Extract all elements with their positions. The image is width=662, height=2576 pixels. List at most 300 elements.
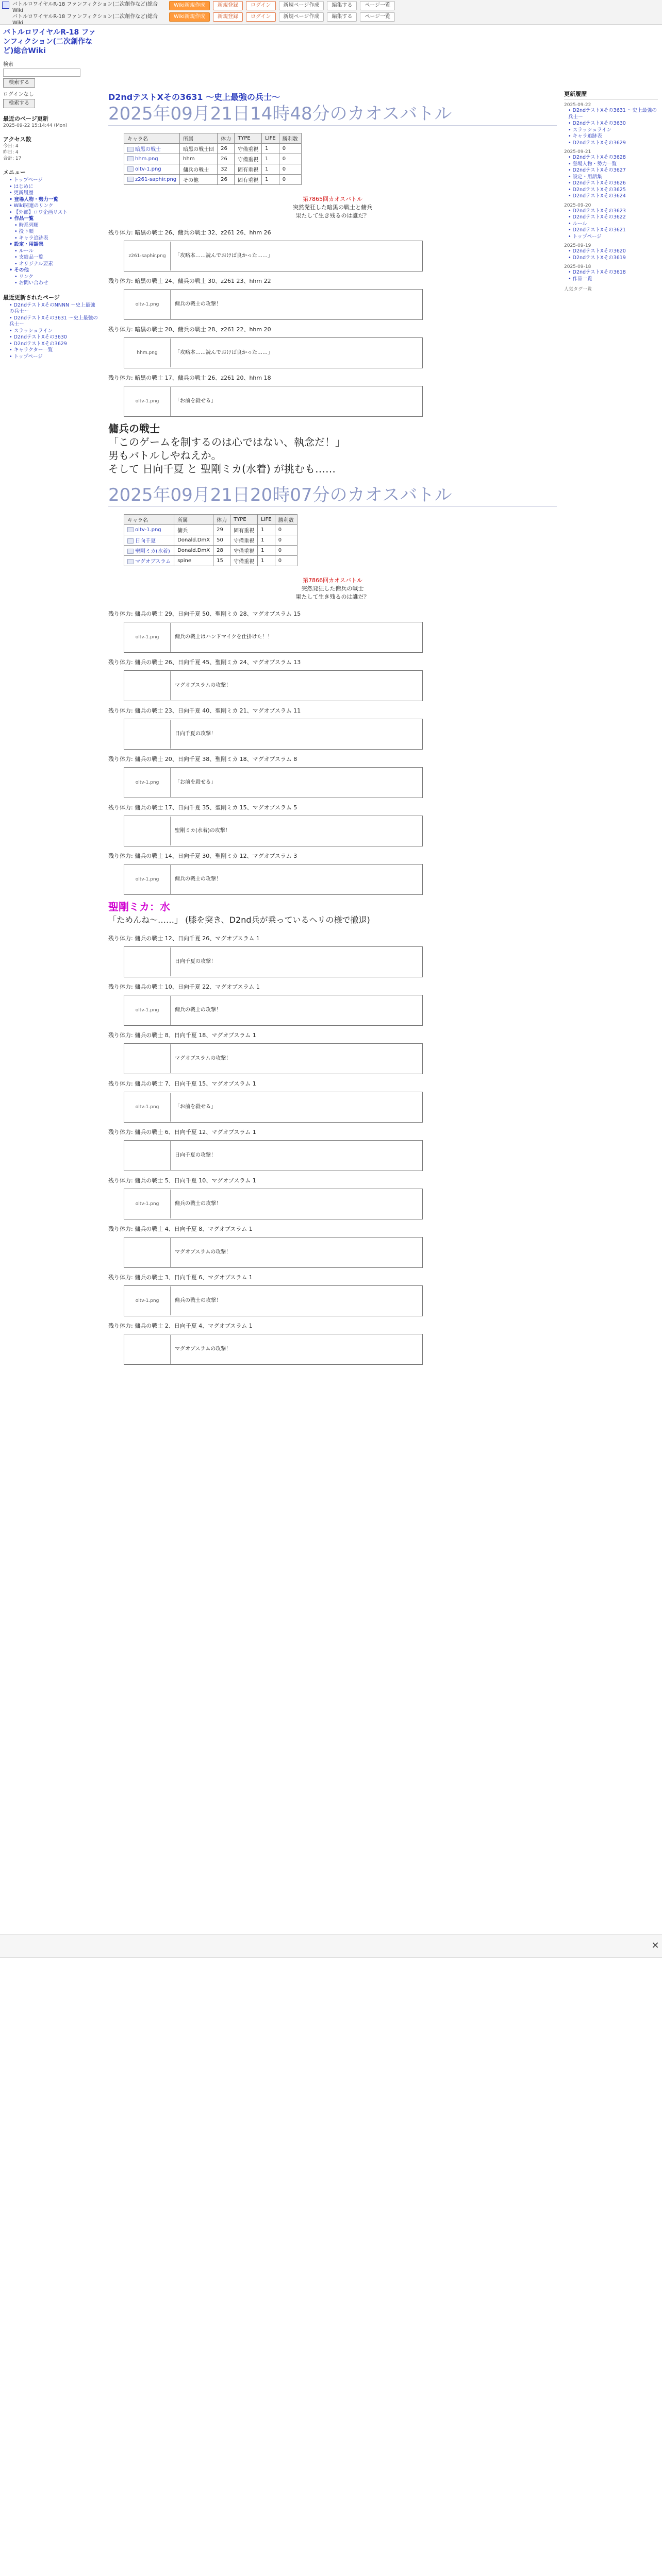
edit-button[interactable]: 編集する — [327, 1, 357, 10]
turn-status-line: 残り体力: 傭兵の戦士 23、日向千夏 40、聖剛ミカ 21、マグオブスラム 11 — [108, 707, 301, 714]
roster-row — [124, 525, 297, 535]
roster-value: 固有重視 — [234, 528, 255, 534]
roster-cell — [275, 556, 297, 566]
menu-item-label[interactable]: • 作品一覧 — [9, 216, 34, 222]
turn-status-line: 残り体力: 傭兵の戦士 6、日向千夏 12、マグオブスラム 1 — [108, 1129, 256, 1136]
character-name-link[interactable]: マグオブスラム — [135, 559, 171, 565]
roster-value: 守備重視 — [234, 549, 255, 554]
history-item[interactable] — [568, 248, 658, 255]
menu-item[interactable] — [9, 203, 100, 210]
character-name-link[interactable]: 暗黒の戦士 — [135, 147, 161, 152]
roster-cell — [124, 144, 180, 154]
login-button-2[interactable]: ログイン — [246, 12, 276, 22]
menu-item-label[interactable]: • 支給品一覧 — [14, 255, 43, 260]
roster-value: 0 — [278, 548, 282, 553]
wiki-desc-line-2[interactable]: バトルロワイヤルR-18 ファンフィクション(二次創作など)総合Wiki — [12, 14, 158, 26]
history-item[interactable] — [568, 269, 658, 276]
roster-value: spine — [177, 558, 192, 564]
roster-cell — [258, 546, 275, 556]
turn-status-line: 残り体力: 傭兵の戦士 17、日向千夏 35、聖剛ミカ 15、マグオブスラム 5 — [108, 804, 297, 811]
menu-heading: メニュー — [3, 169, 26, 176]
tag-list-link[interactable]: 人気タグ一覧 — [564, 287, 592, 292]
history-item[interactable] — [568, 193, 658, 200]
menu-item[interactable] — [9, 280, 100, 287]
history-item-link[interactable]: • D2ndテストXその3621 — [568, 227, 626, 233]
turn-status-line: 残り体力: 傭兵の戦士 2、日向千夏 4、マグオブスラム 1 — [108, 1323, 253, 1329]
menu-item[interactable] — [9, 190, 100, 197]
history-item-link[interactable]: • D2ndテストXその3625 — [568, 187, 626, 193]
menu-item[interactable] — [9, 216, 100, 223]
roster-value: Donald.DmX — [177, 537, 210, 543]
roster-value: 1 — [261, 537, 264, 543]
last-updated-text: 2025-09-22 15:14:44 (Mon) — [3, 123, 68, 128]
history-list — [564, 155, 658, 200]
dialog-text: マグオブスラムの攻撃！ — [175, 1056, 231, 1061]
turn-status-line: 残り体力: 傭兵の戦士 10、日向千夏 22、マグオブスラム 1 — [108, 984, 260, 990]
roster-header-cell: 所属 — [174, 515, 213, 525]
menu-item[interactable] — [9, 235, 100, 242]
create-wiki-button[interactable]: Wiki新規作成 — [169, 1, 210, 10]
history-item[interactable] — [568, 227, 658, 234]
roster-cell — [213, 525, 230, 535]
main-content — [108, 88, 557, 1370]
history-item-link[interactable]: • D2ndテストXその3631 ～史上最強の兵士～ — [568, 108, 657, 120]
turn-status-line: 残り体力: 傭兵の戦士 12、日向千夏 26、マグオブスラム 1 — [108, 935, 260, 942]
roster-value: 固有重視 — [238, 167, 259, 173]
dialog-text: 「お前を殺せる」 — [175, 1104, 216, 1110]
roster-header-cell: 体力 — [218, 133, 235, 144]
roster-value: 守備重視 — [238, 147, 259, 152]
login-button[interactable]: ログイン — [246, 1, 276, 10]
access-total: 合計: 17 — [3, 156, 22, 161]
dialog-box — [124, 864, 423, 895]
roster-value: 1 — [265, 156, 269, 162]
midtext-line-4: そして 日向千夏 と 聖剛ミカ(水着) が挑むも…… — [108, 463, 336, 475]
menu-item[interactable] — [9, 210, 100, 216]
roster-row — [124, 144, 302, 154]
roster-value: 傭兵 — [177, 528, 188, 534]
menu-item-label[interactable]: • キャラ追跡表 — [14, 235, 48, 241]
character-image-icon — [127, 559, 134, 564]
login-search-button[interactable]: 検索する — [3, 99, 35, 108]
roster-cell — [258, 535, 275, 546]
dialog-text: 傭兵の戦士の攻撃！ — [175, 301, 221, 307]
roster-header-cell: LIFE — [262, 133, 279, 144]
menu-item-label[interactable]: • 登場人物・勢力一覧 — [9, 197, 58, 202]
dialog-box — [124, 289, 423, 320]
roster-value: 固有重視 — [238, 178, 259, 183]
new-page-button-2[interactable]: 新規ページ作成 — [279, 12, 324, 22]
menu-item[interactable] — [9, 255, 100, 261]
recent-page-link[interactable]: • D2ndテストXそのNNNN ～史上最強の兵士～ — [9, 302, 95, 315]
history-item[interactable] — [568, 174, 658, 181]
roster-cell — [258, 525, 275, 535]
midtext-speaker: 傭兵の戦士 — [108, 422, 160, 435]
battle-2-intro-line-1: 第7866回カオスバトル — [303, 577, 362, 584]
menu-item-label[interactable]: • オリジナル要素 — [14, 261, 53, 267]
roster-cell — [218, 175, 235, 185]
history-item[interactable] — [568, 108, 658, 121]
character-avatar: z261-saphir.png — [124, 242, 171, 270]
roster-header-cell: 勝利数 — [275, 515, 297, 525]
roster-cell — [235, 164, 262, 175]
recent-page-item[interactable] — [9, 341, 100, 348]
right-sidebar — [562, 88, 660, 835]
history-item-link[interactable]: • D2ndテストXその3628 — [568, 155, 626, 160]
recent-update-heading: 最近のページ更新 — [3, 115, 48, 122]
history-date: 2025-09-20 — [564, 202, 591, 208]
character-image-icon — [127, 538, 134, 544]
battle-2-intro-line-2: 突然発狂した傭兵の戦士 — [301, 585, 364, 592]
menu-item[interactable] — [9, 223, 100, 229]
roster-cell — [174, 556, 213, 566]
midtext2-speaker: 聖剛ミカ：水 — [108, 901, 170, 913]
menu-item[interactable] — [9, 248, 100, 255]
menu-item[interactable] — [9, 197, 100, 204]
access-count-heading: アクセス数 — [3, 136, 31, 143]
dialog-text: マグオブスラムの攻撃！ — [175, 1346, 231, 1352]
roster-cell — [174, 546, 213, 556]
menu-item-label[interactable]: • Wiki関連のリンク — [9, 203, 53, 209]
character-name-link[interactable]: hhm.png — [135, 156, 158, 162]
roster-cell — [124, 175, 180, 185]
recent-page-link[interactable]: • トップページ — [9, 354, 43, 360]
roster-value: 0 — [282, 166, 286, 172]
character-name-link[interactable]: oltv-1.png — [135, 527, 161, 533]
roster-value: 1 — [261, 558, 264, 564]
roster-row — [124, 154, 302, 164]
recent-page-item[interactable] — [9, 334, 100, 341]
roster-value: 0 — [282, 146, 286, 151]
dialog-box — [124, 1043, 423, 1074]
character-avatar: oltv-1.png — [124, 623, 171, 652]
roster-cell — [262, 164, 279, 175]
roster-value: 1 — [261, 527, 264, 533]
roster-cell — [213, 556, 230, 566]
battle-1-intro — [108, 195, 557, 220]
battle-1-intro-line-2: 突然発狂した暗黒の戦士と傭兵 — [293, 204, 372, 211]
roster-header-row — [124, 133, 302, 144]
menu-item-label[interactable]: • ルール — [14, 248, 34, 254]
search-button[interactable]: 検索する — [3, 78, 35, 88]
roster-row — [124, 164, 302, 175]
history-item[interactable] — [568, 276, 658, 283]
history-item-link[interactable]: • D2ndテストXその3624 — [568, 193, 626, 199]
battle-1-roster-table — [124, 133, 302, 185]
roster-header-cell: 所属 — [180, 133, 218, 144]
character-name-link[interactable]: oltv-1.png — [135, 166, 161, 172]
dialog-text: 日向千夏の攻撃！ — [175, 1153, 216, 1158]
roster-cell — [279, 175, 301, 185]
ad-banner — [0, 1934, 662, 1958]
roster-header-cell: キャラ名 — [124, 133, 180, 144]
dialog-box — [124, 386, 423, 417]
history-item-link[interactable]: • D2ndテストXその3626 — [568, 180, 626, 186]
history-groups — [564, 103, 658, 282]
roster-value: 26 — [221, 156, 227, 162]
history-item[interactable] — [568, 121, 658, 127]
character-avatar — [124, 1335, 171, 1364]
history-item[interactable] — [568, 214, 658, 221]
character-avatar: oltv-1.png — [124, 768, 171, 797]
roster-cell — [180, 144, 218, 154]
battle-1-intro-line-1: 第7865回カオスバトル — [303, 196, 362, 202]
roster-value: 32 — [221, 166, 227, 172]
top-header — [0, 0, 662, 25]
character-avatar — [124, 720, 171, 749]
turn-status-line: 残り体力: 傭兵の戦士 7、日向千夏 15、マグオブスラム 1 — [108, 1080, 256, 1087]
search-label: 検索 — [3, 62, 13, 67]
history-item-link[interactable]: • D2ndテストXその3620 — [568, 248, 626, 254]
roster-cell — [262, 154, 279, 164]
search-input[interactable] — [3, 69, 80, 77]
roster-cell — [124, 535, 174, 546]
menu-item-label[interactable]: • トップページ — [9, 177, 43, 183]
roster-cell — [230, 525, 258, 535]
roster-value: 15 — [217, 558, 223, 564]
roster-value: 29 — [217, 527, 223, 533]
dialog-box — [124, 1140, 423, 1171]
menu-item-label[interactable]: • はじめに — [9, 184, 34, 190]
roster-cell — [275, 546, 297, 556]
turn-status-line: 残り体力: 傭兵の戦士 29、日向千夏 50、聖剛ミカ 28、マグオブスラム 15 — [108, 611, 301, 617]
roster-row — [124, 556, 297, 566]
roster-cell — [124, 164, 180, 175]
menu-item-label[interactable]: • 時系列順 — [14, 223, 39, 228]
history-list — [564, 248, 658, 261]
history-item-link[interactable]: • 設定・用語集 — [568, 174, 602, 180]
turn-status-line: 残り体力: 暗黒の戦士 24、傭兵の戦士 30、z261 23、hhm 22 — [108, 278, 271, 284]
page-list-button-2[interactable]: ページ一覧 — [360, 12, 395, 22]
roster-cell — [275, 535, 297, 546]
character-name-link[interactable]: 聖剛ミカ(水着) — [135, 549, 170, 554]
dialog-box — [124, 719, 423, 750]
roster-header-cell: TYPE — [235, 133, 262, 144]
dialog-box — [124, 1237, 423, 1268]
dialog-box — [124, 337, 423, 368]
history-list — [564, 269, 658, 282]
roster-cell — [235, 144, 262, 154]
close-icon[interactable]: ✕ — [651, 1940, 659, 1951]
history-item[interactable] — [568, 140, 658, 147]
recent-pages-heading: 最近更新されたページ — [3, 294, 60, 301]
recent-page-item[interactable] — [9, 354, 100, 361]
recent-page-link[interactable]: • D2ndテストXその3631 ～史上最強の兵士～ — [9, 315, 98, 328]
battle-2-intro — [108, 577, 557, 601]
history-item[interactable] — [568, 208, 658, 215]
dialog-text: 傭兵の戦士の攻撃！ — [175, 1201, 221, 1207]
dialog-box — [124, 670, 423, 701]
character-avatar: hhm.png — [124, 338, 171, 367]
recent-page-link[interactable]: • キャラクター一覧 — [9, 347, 53, 353]
battle-2-midtext — [108, 900, 557, 927]
history-item[interactable] — [568, 133, 658, 140]
menu-item[interactable] — [9, 274, 100, 281]
battle-2-intro-line-3: 果たして生き残るのは誰だ？ — [295, 594, 370, 600]
history-item-link[interactable]: • 登場人物・勢力一覧 — [568, 161, 617, 167]
character-avatar: oltv-1.png — [124, 290, 171, 319]
roster-value: 0 — [278, 537, 282, 543]
character-image-icon — [127, 549, 134, 554]
menu-item-label[interactable]: • 【外部】ロワ企画リスト — [9, 210, 68, 215]
roster-value: 28 — [217, 548, 223, 553]
dialog-box — [124, 816, 423, 846]
menu-item[interactable] — [9, 177, 100, 184]
menu-item[interactable] — [9, 242, 100, 248]
roster-header-cell: LIFE — [258, 515, 275, 525]
roster-cell — [180, 164, 218, 175]
menu-item-label[interactable]: • 設定・用語集 — [9, 242, 43, 247]
history-item[interactable] — [568, 167, 658, 174]
dialog-text: 傭兵の戦士の攻撃！ — [175, 1298, 221, 1303]
header-toolbar — [169, 1, 660, 24]
edit-button-2[interactable]: 編集する — [327, 12, 357, 22]
character-avatar — [124, 1044, 171, 1073]
history-item-link[interactable]: • D2ndテストXその3627 — [568, 167, 626, 173]
roster-value: Donald.DmX — [177, 548, 210, 553]
battle-1-midtext — [108, 422, 557, 476]
roster-value: 1 — [265, 166, 269, 172]
recent-page-link[interactable]: • スラッシュライン — [9, 328, 53, 334]
menu-list — [3, 177, 100, 287]
battle-2-heading: 2025年09月21日20時07分のカオスバトル — [108, 485, 557, 507]
dialog-box — [124, 622, 423, 653]
history-date: 2025-09-18 — [564, 264, 591, 269]
history-item-link[interactable]: • スラッシュライン — [568, 127, 611, 133]
dialog-box — [124, 241, 423, 272]
wiki-logo-icon[interactable] — [2, 2, 9, 9]
history-date: 2025-09-21 — [564, 149, 591, 155]
history-item[interactable] — [568, 221, 658, 228]
roster-value: 50 — [217, 537, 223, 543]
turn-status-line: 残り体力: 傭兵の戦士 5、日向千夏 10、マグオブスラム 1 — [108, 1177, 256, 1184]
menu-item[interactable] — [9, 184, 100, 191]
turn-status-line: 残り体力: 傭兵の戦士 8、日向千夏 18、マグオブスラム 1 — [108, 1032, 256, 1039]
menu-item-label[interactable]: • その他 — [9, 267, 29, 273]
character-avatar: oltv-1.png — [124, 387, 171, 416]
turn-status-line: 残り体力: 傭兵の戦士 26、日向千夏 45、聖剛ミカ 24、マグオブスラム 13 — [108, 659, 301, 666]
roster-header-cell: TYPE — [230, 515, 258, 525]
roster-value: 0 — [282, 177, 286, 182]
menu-item-label[interactable]: • お問い合わせ — [14, 280, 48, 286]
history-heading: 更新履歴 — [564, 90, 658, 99]
recent-page-item[interactable] — [9, 347, 100, 354]
roster-cell — [279, 164, 301, 175]
dialog-box — [124, 946, 423, 977]
register-button[interactable]: 新規登録 — [213, 1, 243, 10]
history-item[interactable] — [568, 161, 658, 168]
history-item[interactable] — [568, 127, 658, 134]
roster-value: 0 — [278, 527, 282, 533]
history-item-link[interactable]: • キャラ追跡表 — [568, 133, 602, 139]
history-item-link[interactable]: • D2ndテストXその3630 — [568, 121, 626, 126]
midtext-line-3: 男もバトルしやねえか。 — [108, 449, 222, 462]
roster-cell — [230, 556, 258, 566]
dialog-text: 「攻略本……読んでおけば良かった……」 — [175, 253, 273, 259]
page-list-button[interactable]: ページ一覧 — [360, 1, 395, 10]
recent-page-item[interactable] — [9, 328, 100, 335]
roster-value: 守備重視 — [238, 157, 259, 163]
menu-item[interactable] — [9, 261, 100, 268]
character-avatar: oltv-1.png — [124, 1093, 171, 1122]
roster-value: 守備重視 — [234, 538, 255, 544]
dialog-text: マグオブスラムの攻撃！ — [175, 683, 231, 688]
dialog-text: 「お前を殺せる」 — [175, 779, 216, 785]
turn-status-line: 残り体力: 暗黒の戦士 26、傭兵の戦士 32、z261 26、hhm 26 — [108, 229, 271, 236]
history-item-link[interactable]: • D2ndテストXその3623 — [568, 208, 626, 214]
menu-item[interactable] — [9, 267, 100, 274]
roster-cell — [124, 546, 174, 556]
recent-page-link[interactable]: • D2ndテストXその3630 — [9, 334, 67, 340]
roster-cell — [218, 144, 235, 154]
recent-page-item[interactable] — [9, 302, 100, 315]
register-button-2[interactable]: 新規登録 — [213, 12, 243, 22]
roster-cell — [174, 535, 213, 546]
history-item[interactable] — [568, 255, 658, 262]
history-item-link[interactable]: • D2ndテストXその3622 — [568, 214, 626, 220]
turn-status-line: 残り体力: 傭兵の戦士 14、日向千夏 30、聖剛ミカ 12、マグオブスラム 3 — [108, 853, 297, 859]
battle-2-turns — [108, 609, 557, 895]
recent-page-item[interactable] — [9, 315, 100, 328]
recent-page-link[interactable]: • D2ndテストXその3629 — [9, 341, 67, 347]
battle-1-turns — [108, 228, 557, 417]
history-date: 2025-09-22 — [564, 103, 591, 108]
roster-cell — [230, 546, 258, 556]
character-image-icon — [127, 147, 134, 152]
history-item[interactable] — [568, 180, 658, 187]
dialog-box — [124, 995, 423, 1026]
turn-status-line: 残り体力: 傭兵の戦士 4、日向千夏 8、マグオブスラム 1 — [108, 1226, 253, 1232]
history-item-link[interactable]: • D2ndテストXその3618 — [568, 269, 626, 275]
roster-cell — [262, 175, 279, 185]
character-image-icon — [127, 156, 134, 161]
turn-status-line: 残り体力: 傭兵の戦士 3、日向千夏 6、マグオブスラム 1 — [108, 1274, 253, 1281]
history-item-link[interactable]: • 作品一覧 — [568, 276, 592, 282]
battle-1-intro-line-3: 果たして生き残るのは誰だ？ — [295, 212, 370, 219]
roster-header-cell: 体力 — [213, 515, 230, 525]
history-item-link[interactable]: • D2ndテストXその3629 — [568, 140, 626, 146]
character-name-link[interactable]: 日向千夏 — [135, 538, 156, 544]
history-item-link[interactable]: • ルール — [568, 221, 587, 227]
roster-header-cell: 勝利数 — [279, 133, 301, 144]
roster-cell — [279, 144, 301, 154]
turn-status-line: 残り体力: 傭兵の戦士 20、日向千夏 38、聖剛ミカ 18、マグオブスラム 8 — [108, 756, 297, 762]
history-item[interactable] — [568, 234, 658, 241]
character-avatar — [124, 1238, 171, 1267]
character-name-link[interactable]: z261-saphir.png — [135, 177, 177, 182]
history-item[interactable] — [568, 155, 658, 161]
history-item-link[interactable]: • D2ndテストXその3619 — [568, 255, 626, 261]
midtext2-quote: 「ためんね～……」 (膝を突き、D2nd兵が乗っているヘリの様で撤退) — [108, 915, 370, 925]
create-wiki-button-2[interactable]: Wiki新規作成 — [169, 12, 210, 22]
history-item-link[interactable]: • トップページ — [568, 234, 602, 240]
menu-item-label[interactable]: • リンク — [14, 274, 34, 280]
roster-row — [124, 535, 297, 546]
history-item[interactable] — [568, 187, 658, 194]
new-page-button[interactable]: 新規ページ作成 — [279, 1, 324, 10]
roster-value: 0 — [278, 558, 282, 564]
site-title[interactable]: バトルロワイヤルR-18 ファンフィクション(二次創作など)総合Wiki — [3, 28, 96, 55]
history-list — [564, 208, 658, 241]
roster-value: 守備重視 — [234, 559, 255, 565]
roster-cell — [279, 154, 301, 164]
menu-item-label[interactable]: • 投下順 — [14, 229, 34, 234]
wiki-desc-line-1[interactable]: バトルロワイヤルR-18 ファンフィクション(二次創作など)総合Wiki — [12, 2, 158, 13]
left-sidebar — [0, 25, 103, 818]
menu-item-label[interactable]: • 更新履歴 — [9, 190, 34, 196]
menu-item[interactable] — [9, 229, 100, 235]
roster-cell — [124, 556, 174, 566]
